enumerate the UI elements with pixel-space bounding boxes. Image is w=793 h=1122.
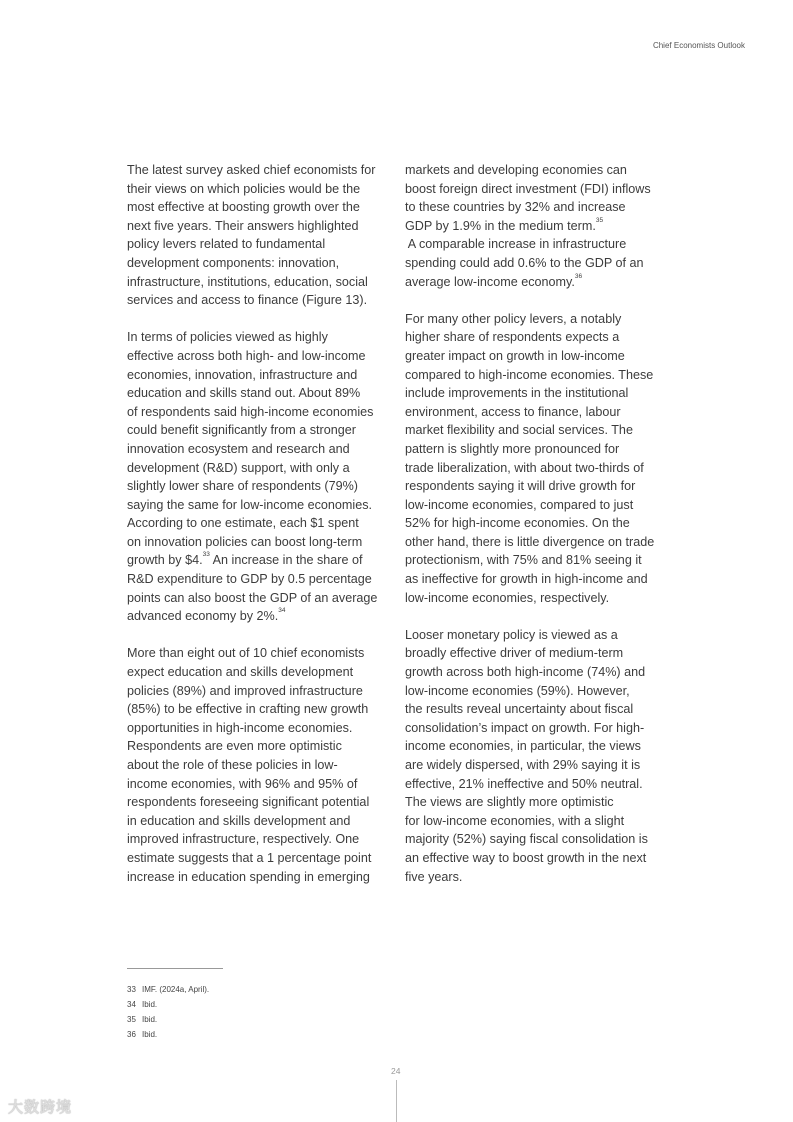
text-line: trade liberalization, with about two-thirds of [405, 460, 644, 475]
text-line: Respondents are even more optimistic [127, 739, 342, 754]
text-line: other hand, there is little divergence on trade [405, 534, 655, 549]
text-line: respondents foreseeing significant potential [127, 795, 370, 810]
footnote-reference[interactable]: 36 [574, 272, 583, 280]
footnote-number: 35 [127, 1015, 136, 1024]
text-line: The latest survey asked chief economists for [127, 163, 376, 177]
text-line: The views are slightly more optimistic [405, 795, 614, 810]
text-line: in education and skills development and [127, 813, 351, 828]
body-column-left [127, 161, 397, 886]
text-line: five years. [405, 869, 463, 884]
text-line: low-income economies, compared to just [405, 497, 634, 512]
text-line: growth across both high-income (74%) and [405, 665, 646, 680]
paragraph-break [127, 310, 397, 329]
text-line: about the role of these policies in low- [127, 758, 338, 772]
text-line: 52% for high-income economies. On the [405, 516, 630, 531]
running-header: Chief Economists Outlook [652, 41, 745, 50]
text-line: include improvements in the institutional [405, 386, 629, 401]
text-line: greater impact on growth in low-income [405, 348, 625, 363]
text-line [405, 217, 675, 236]
text-line: points can also boost the GDP of an average [127, 590, 378, 605]
text-line: income economies, with 96% and 95% of [127, 776, 358, 791]
text-line: effective across both high- and low-income [127, 348, 366, 363]
text-line: infrastructure, institutions, education, social [127, 274, 368, 289]
text-line: (85%) to be effective in crafting new growth [127, 702, 369, 717]
text-line: low-income economies, respectively. [405, 590, 610, 605]
text-line: development components: innovation, [127, 255, 340, 270]
footnote-text: Ibid. [142, 1030, 158, 1039]
text-line: development (R&D) support, with only a [127, 460, 350, 475]
text-line: According to one estimate, each $1 spent [127, 516, 359, 531]
footnote-number: 33 [127, 985, 136, 994]
text-line: income economies, in particular, the views [405, 739, 641, 754]
text-line: Looser monetary policy is viewed as a [405, 627, 618, 642]
text-segment: advanced economy by 2%. [127, 609, 279, 624]
footnote [127, 1027, 209, 1042]
text-line: majority (52%) saying fiscal consolidation is [405, 832, 648, 847]
text-line: respondents saying it will drive growth for [405, 479, 636, 494]
text-line: slightly lower share of respondents (79%) [127, 479, 358, 494]
text-line: policy levers related to fundamental [127, 237, 326, 252]
footnote-reference[interactable]: 35 [595, 216, 604, 224]
text-line: compared to high-income economies. These [405, 367, 654, 382]
footnote-text: Ibid. [142, 1000, 158, 1009]
text-line: services and access to finance (Figure 13). [127, 293, 368, 308]
footnote-number: 34 [127, 1000, 136, 1009]
text-line: to these countries by 32% and increase [405, 200, 626, 215]
text-line: next five years. Their answers highlighted [127, 218, 359, 233]
text-line: economies, innovation, infrastructure and [127, 367, 358, 382]
text-line: most effective at boosting growth over the [127, 200, 360, 215]
text-line: saying the same for low-income economies. [127, 497, 372, 512]
text-line: are widely dispersed, with 29% saying it is [405, 758, 641, 772]
text-segment: An increase in the share of [209, 553, 363, 568]
text-line: increase in education spending in emerging [127, 869, 370, 884]
text-line: market flexibility and social services. The [405, 423, 633, 438]
text-segment: GDP by 1.9% in the medium term. [405, 218, 596, 233]
footnote [127, 1012, 209, 1027]
text-line [127, 607, 397, 626]
text-line: broadly effective driver of medium-term [405, 646, 624, 661]
text-line: higher share of respondents expects a [405, 330, 620, 345]
text-line: of respondents said high-income economies [127, 404, 374, 419]
text-line: A comparable increase in infrastructure [405, 237, 627, 252]
text-line: improved infrastructure, respectively. One [127, 832, 360, 847]
watermark-text: 大数跨境 [8, 1099, 73, 1116]
footnotes [127, 982, 209, 1042]
text-line: opportunities in high-income economies. [127, 720, 353, 735]
text-line: boost foreign direct investment (FDI) inflows [405, 181, 651, 196]
text-line: R&D expenditure to GDP by 0.5 percentage [127, 572, 372, 587]
text-line: innovation ecosystem and research and [127, 441, 350, 456]
text-line: for low-income economies, with a slight [405, 813, 625, 828]
body-column-right [405, 161, 675, 886]
text-line: on innovation policies can boost long-term [127, 534, 363, 549]
text-line: as ineffective for growth in high-income and [405, 572, 648, 587]
text-line: More than eight out of 10 chief economists [127, 646, 365, 661]
text-line: markets and developing economies can [405, 163, 627, 177]
footnote-divider [127, 968, 223, 969]
text-line: education and skills stand out. About 89% [127, 386, 361, 401]
footnote-text: IMF. (2024a, April). [142, 985, 210, 994]
text-line: In terms of policies viewed as highly [127, 330, 328, 345]
text-line: could benefit significantly from a stronger [127, 423, 356, 438]
text-line: low-income economies (59%). However, [405, 683, 630, 698]
text-line: policies (89%) and improved infrastructure [127, 683, 363, 698]
text-line: the results reveal uncertainty about fiscal [405, 702, 634, 717]
text-line: their views on which policies would be the [127, 181, 361, 196]
footnote [127, 982, 209, 997]
footnote-reference[interactable]: 33 [202, 551, 210, 559]
text-line: estimate suggests that a 1 percentage point [127, 850, 372, 865]
text-segment: growth by $4. [127, 553, 203, 568]
text-line: an effective way to boost growth in the next [405, 850, 647, 865]
watermark-logo [8, 1096, 72, 1117]
text-line: For many other policy levers, a notably [405, 311, 622, 326]
paragraph-break [405, 607, 675, 626]
text-line: pattern is slightly more pronounced for [405, 441, 620, 456]
text-segment: average low-income economy. [405, 274, 575, 289]
text-line [405, 273, 675, 292]
footnote [127, 997, 209, 1012]
page-number: 24 [391, 1066, 401, 1076]
footnote-reference[interactable]: 34 [278, 607, 286, 615]
text-line: protectionism, with 75% and 81% seeing it [405, 553, 642, 568]
footnote-number: 36 [127, 1030, 136, 1039]
text-line: spending could add 0.6% to the GDP of an [405, 255, 644, 270]
text-line: environment, access to finance, labour [405, 404, 621, 419]
footnote-text: Ibid. [142, 1015, 158, 1024]
text-line: expect education and skills development [127, 665, 354, 680]
paragraph-break [405, 291, 675, 310]
text-line: consolidation’s impact on growth. For high- [405, 720, 645, 735]
text-line: effective, 21% ineffective and 50% neutral. [405, 776, 643, 791]
page-marker-line [396, 1080, 397, 1122]
paragraph-break [127, 626, 397, 645]
text-line [127, 551, 397, 570]
